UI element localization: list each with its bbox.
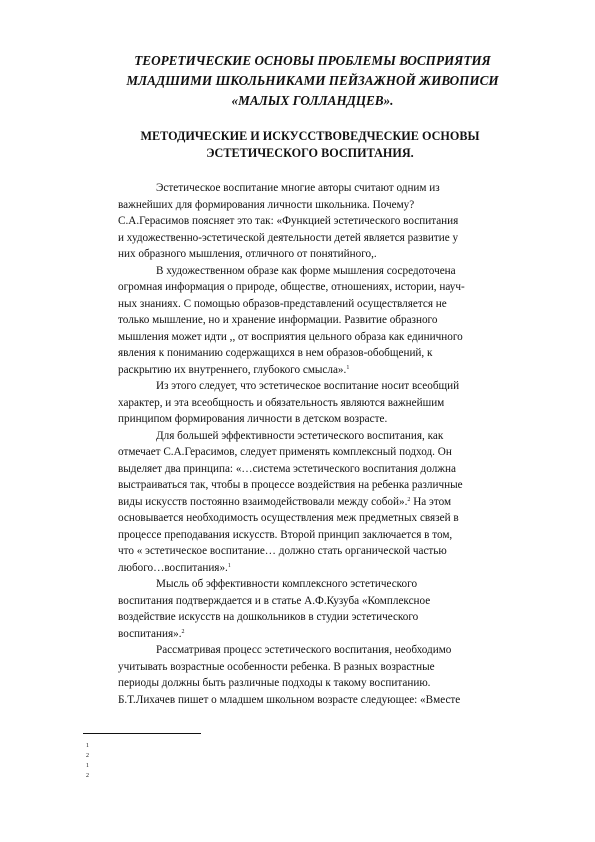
footnote-marker: 1 [346, 364, 350, 371]
body-line [118, 230, 550, 247]
body-line-text: процессе преподавания искусств. Второй принцип заключается в том, [118, 528, 453, 541]
body-line-text: любого…воспитания». [118, 561, 228, 574]
body-line-text: характер, и эта всеобщность и обязательность являются важнейшим [118, 396, 445, 409]
body-line [118, 444, 550, 461]
body-line [118, 510, 550, 527]
body-line-text: выстраиваться так, чтобы в процессе воздействия на ребенка различные [118, 479, 463, 491]
body-line [118, 626, 550, 643]
section-heading [90, 128, 530, 162]
body-text [118, 180, 550, 708]
body-line [118, 428, 550, 445]
body-line-text: что « эстетическое воспитание… должно стать органической частью [118, 545, 447, 557]
body-line-continuation: На этом [410, 495, 452, 508]
body-line [118, 477, 550, 494]
body-line-text: выделяет два принципа: «…система эстетического воспитания должна [118, 462, 456, 475]
body-line [118, 543, 550, 560]
body-line-text: явления к пониманию содержащихся в нем образов-обобщений, к [118, 347, 433, 359]
body-line-text: ных знаниях. С помощью образов-представлений осуществляется не [118, 297, 447, 310]
body-line [118, 246, 550, 263]
body-line [118, 494, 550, 511]
body-line [118, 329, 550, 346]
body-line-text: Б.Т.Лихачев пишет о младшем школьном возрасте следующее: «Вместе [118, 693, 461, 706]
body-line [118, 411, 550, 428]
body-line [118, 527, 550, 544]
body-line-text: В художественном образе как форме мышления сосредоточена [156, 264, 456, 277]
body-line-text: учитывать возрастные особенности ребенка. В разных возрастные [118, 660, 435, 673]
body-line [118, 263, 550, 280]
body-line-text: воспитания подтверждается и в статье А.Ф.Кузуба «Комплексное [118, 594, 431, 607]
body-line-text: Мысль об эффективности комплексного эстетического [156, 578, 418, 590]
body-line [118, 576, 550, 593]
body-line [118, 609, 550, 626]
body-line [118, 395, 550, 412]
footnote-number: 1 [86, 763, 89, 769]
document-title [60, 51, 565, 111]
footnotes [86, 741, 89, 781]
body-line [118, 296, 550, 313]
heading-line: ЭСТЕТИЧЕСКОГО ВОСПИТАНИЯ. [206, 146, 414, 160]
body-line-text: Из этого следует, что эстетическое воспитание носит всеобщий [156, 380, 460, 392]
title-line: «МАЛЫХ ГОЛЛАНДЦЕВ». [231, 93, 394, 108]
body-line-text: отмечает С.А.Герасимов, следует применять комплексный подход. Он [118, 446, 452, 458]
body-line-text: периоды должны быть различные подходы к такому воспитанию. [118, 677, 431, 689]
footnote-marker: 2 [407, 496, 411, 503]
body-line [118, 659, 550, 676]
title-line: МЛАДШИМИ ШКОЛЬНИКАМИ ПЕЙЗАЖНОЙ ЖИВОПИСИ [126, 73, 499, 88]
body-line-text: Для большей эффективности эстетического воспитания, как [156, 429, 444, 442]
body-line [118, 593, 550, 610]
footnote-number: 2 [86, 753, 89, 759]
body-line-text: Рассматривая процесс эстетического воспитания, необходимо [156, 644, 452, 656]
body-line-text: и художественно-эстетической деятельности детей является развитие у [118, 231, 459, 244]
body-line-text: принципом формирования личности в детском возрасте. [118, 413, 388, 425]
body-line [118, 279, 550, 296]
footnote-number: 1 [86, 743, 89, 749]
body-line-text: них образного мышления, отличного от понятийного,. [118, 248, 377, 260]
body-line [118, 197, 550, 214]
body-line-text: С.А.Герасимов поясняет это так: «Функцией эстетического воспитания [118, 215, 459, 227]
body-line-text: основывается необходимость осуществления меж предметных связей в [118, 512, 459, 524]
title-line: ТЕОРЕТИЧЕСКИЕ ОСНОВЫ ПРОБЛЕМЫ ВОСПРИЯТИЯ [134, 53, 491, 68]
body-line-text: мышления может идти ,, от восприятия цельного образа как единичного [118, 330, 463, 343]
footnote-marker: 1 [227, 562, 231, 569]
body-line [118, 461, 550, 478]
body-line-text: только мышление, но и хранение информации. Развитие образного [118, 314, 438, 326]
body-line [118, 180, 550, 197]
footnote-marker: 2 [181, 628, 185, 635]
body-line-text: виды искусств постоянно взаимодействовали между собой». [118, 495, 408, 508]
body-line [118, 213, 550, 230]
body-line-text: важнейших для формирования личности школьника. Почему? [118, 198, 415, 211]
body-line-text: Эстетическое воспитание многие авторы считают одним из [156, 182, 440, 194]
body-line [118, 362, 550, 379]
body-line [118, 675, 550, 692]
footnote-number: 2 [86, 773, 89, 779]
body-line [118, 378, 550, 395]
footnote-separator [83, 733, 201, 734]
body-line-text: огромная информация о природе, обществе, отношениях, истории, науч- [118, 281, 465, 293]
body-line [118, 345, 550, 362]
body-line [118, 692, 550, 709]
body-line-text: раскрытию их внутреннего, глубокого смысла». [118, 363, 347, 376]
heading-line: МЕТОДИЧЕСКИЕ И ИСКУССТВОВЕДЧЕСКИЕ ОСНОВЫ [140, 129, 480, 143]
body-line [118, 560, 550, 577]
body-line-text: воспитания». [118, 627, 182, 640]
body-line [118, 312, 550, 329]
body-line [118, 642, 550, 659]
body-line-text: воздействие искусств на дошкольников в студии эстетического [118, 611, 419, 623]
